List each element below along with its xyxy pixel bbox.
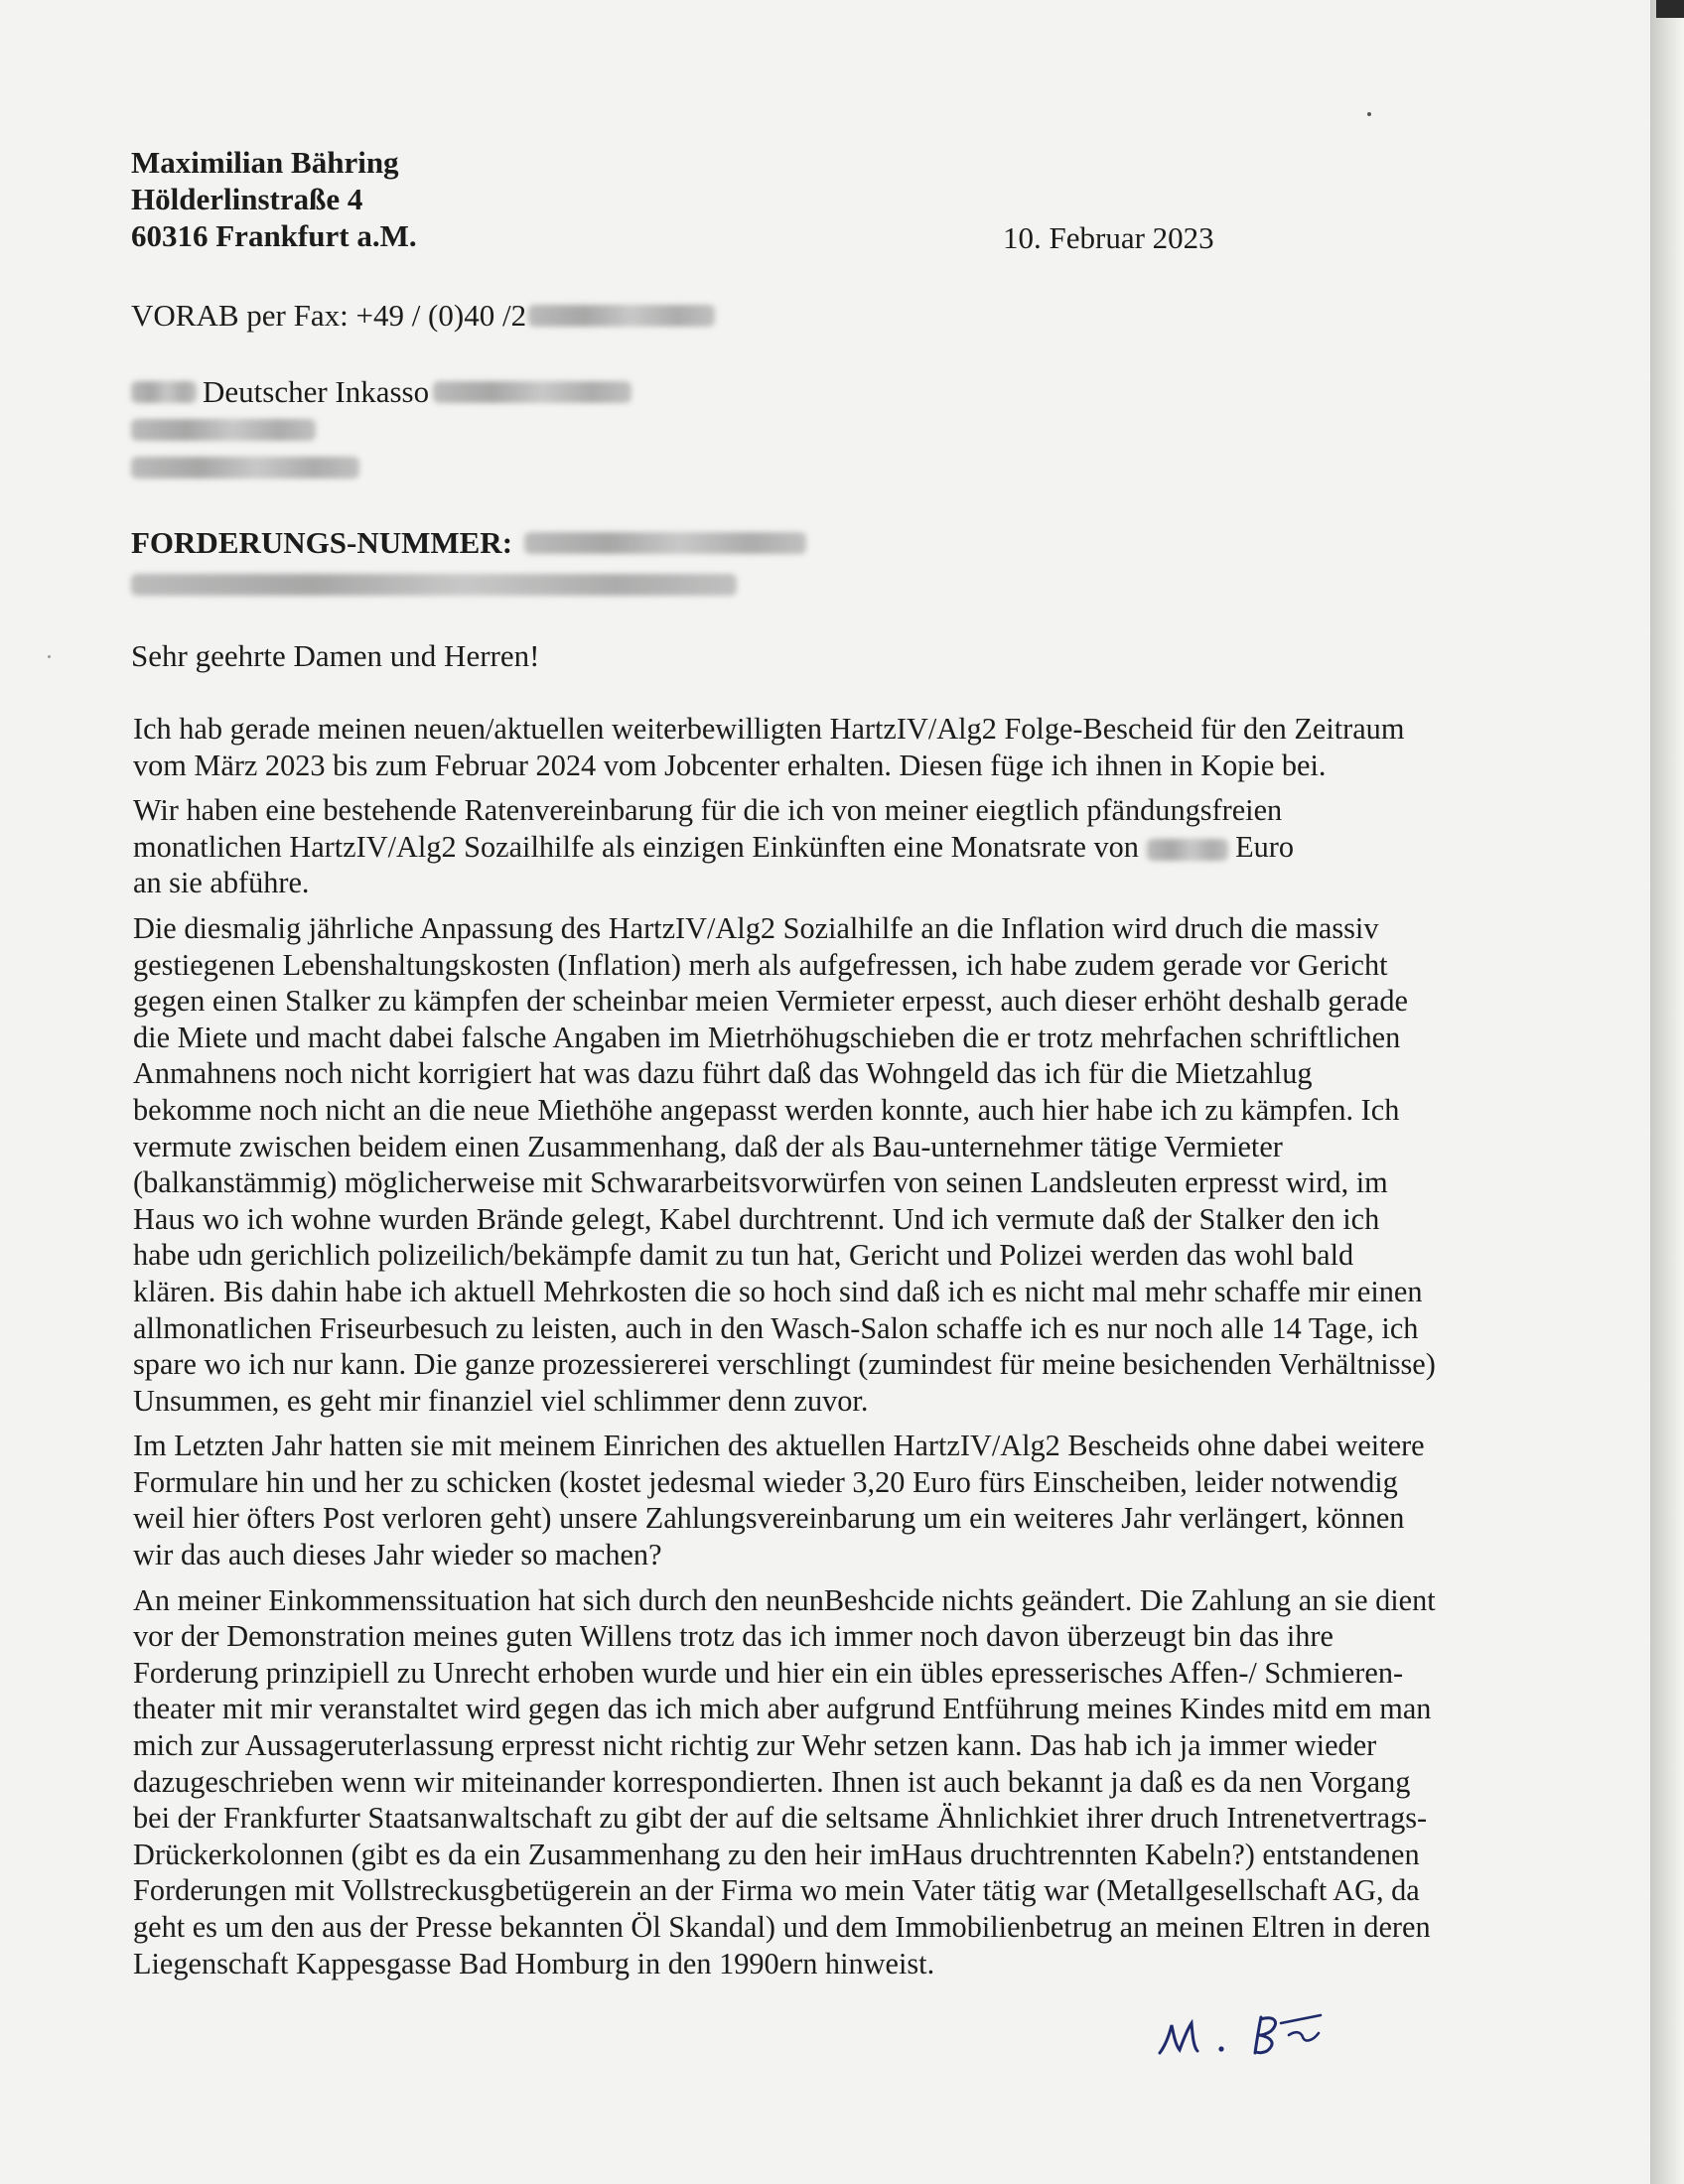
paragraph-1	[133, 711, 1523, 783]
text-line: weil hier öfters Post verloren geht) unsere Zahlungsvereinbarung um ein weiteres Jahr verlängert, können	[133, 1501, 1405, 1536]
redacted-recipient-street	[131, 419, 316, 441]
paragraph-3	[133, 910, 1523, 1419]
text-line: Im Letzten Jahr hatten sie mit meinem Einrichen des aktuellen HartzIV/Alg2 Bescheids ohne dabei weitere	[133, 1429, 1425, 1463]
fax-label: VORAB per Fax: +49 / (0)40 /2	[131, 298, 527, 333]
recipient-name: Deutscher Inkasso	[203, 374, 430, 409]
text-line: Anmahnens noch nicht korrigiert hat was dazu führt daß das Wohngeld das ich für die Mietzahlug	[133, 1056, 1313, 1091]
text-line: gegen einen Stalker zu kämpfen der scheinbar meien Vermieter erpesst, auch dieser erhöht deshalb gerade	[133, 984, 1408, 1019]
redacted-recipient-city	[131, 457, 359, 478]
letter-date: 10. Februar 2023	[1003, 220, 1214, 255]
sender-city: 60316 Frankfurt a.M.	[131, 218, 417, 253]
page-edge	[1650, 0, 1684, 2184]
text-line: allmonatlichen Friseurbesuch zu leisten, auch in den Wasch-Salon schaffe ich es nur noch alle 14 Tage, ich	[133, 1310, 1419, 1345]
text-line: dazugeschrieben wenn wir miteinander korrespondierten. Ihnen ist auch bekannt ja daß es da nen Vorgang	[133, 1764, 1411, 1799]
text-line: wir das auch dieses Jahr wieder so machen?	[133, 1538, 662, 1572]
fax-line	[131, 298, 715, 334]
text-line: klären. Bis dahin habe ich aktuell Mehrkosten die so hoch sind daß ich es nicht mal mehr schaffe mir einen	[133, 1274, 1423, 1308]
recipient-address	[131, 373, 632, 486]
text-line: habe udn gerichlich polizeilich/bekämpfe damit zu tun hat, Gericht und Polizei werden das wohl bald	[133, 1238, 1354, 1273]
text-line: Unsummen, es geht mir finanziel viel schlimmer denn zuvor.	[133, 1383, 869, 1418]
text-line-with-amount	[133, 829, 1523, 866]
text-line: Die diesmalig jährliche Anpassung des HartzIV/Alg2 Sozialhilfe an die Inflation wird druch die massiv	[133, 910, 1379, 945]
text-line: gestiegenen Lebenshaltungskosten (Inflation) merh als aufgefressen, ich habe zudem gerade vor Gericht	[133, 947, 1388, 982]
handwritten-signature	[1152, 1995, 1350, 2065]
page-edge-corner	[1656, 0, 1684, 18]
text-line: monatlichen HartzIV/Alg2 Sozailhilfe als einzigen Einkünften eine Monatsrate von	[133, 829, 1139, 864]
text-line: Drückerkolonnen (gibt es da ein Zusammenhang zu den heir imHaus druchtrennten Kabeln?) entstandenen	[133, 1837, 1420, 1871]
reference-block	[131, 522, 806, 606]
text-line: bei der Frankfurter Staatsanwaltschaft zu gibt der auf die seltsame Ähnlichkiet ihrer druch Intrenetvertrags-	[133, 1801, 1428, 1836]
text-line: geht es um den aus der Presse bekannten Öl Skandal) und dem Immobilienbetrug an meinen Eltren in deren	[133, 1910, 1431, 1944]
text-line: Forderungen mit Vollstreckusgbetügerein an der Firma wo mein Vater tätig war (Metallgesellschaft AG, da	[133, 1873, 1420, 1908]
redacted-recipient-prefix	[131, 381, 197, 403]
text-line: vom März 2023 bis zum Februar 2024 vom Jobcenter erhalten. Diesen füge ich ihnen in Kopie bei.	[133, 748, 1327, 782]
text-line: Formulare hin und her zu schicken (kostet jedesmal wieder 3,20 Euro fürs Einscheiben, leider notwendig	[133, 1464, 1398, 1499]
scan-speck	[48, 655, 51, 658]
sender-name: Maximilian Bähring	[131, 145, 399, 180]
letter-body	[133, 711, 1523, 1990]
text-line: spare wo ich nur kann. Die ganze prozessiererei verschlingt (zumindest für meine besichenden Verhältnisse)	[133, 1347, 1436, 1382]
text-line: mich zur Aussageruterlassung erpresst nicht richtig zur Wehr setzen kann. Das hab ich ja immer wieder	[133, 1728, 1377, 1763]
text-line: bekomme noch nicht an die neue Miethöhe angepasst werden konnte, auch hier habe ich zu kämpfen. Ich	[133, 1092, 1400, 1127]
redacted-reference-detail	[131, 574, 737, 596]
scan-speck	[1367, 112, 1371, 116]
text-line: die Miete und macht dabei falsche Angaben im Mietrhöhugschieben die er trotz mehrfachen schriftlichen	[133, 1020, 1401, 1054]
redacted-reference-number	[524, 532, 806, 554]
text-line: Wir haben eine bestehende Ratenvereinbarung für die ich von meiner eiegtlich pfändungsfreien	[133, 793, 1283, 828]
text-line: Forderung prinzipiell zu Unrecht erhoben wurde und hier ein ein übles epresserisches Affen-/ Schmieren-	[133, 1655, 1404, 1690]
sender-address	[131, 144, 417, 254]
sender-street: Hölderlinstraße 4	[131, 182, 363, 216]
text-line: Liegenschaft Kappesgasse Bad Homburg in den 1990ern hinweist.	[133, 1946, 935, 1980]
redacted-monthly-rate	[1147, 839, 1228, 861]
text-line: (balkanstämmig) möglicherweise mit Schwararbeitsvorwürfen von seinen Landsleuten erpresst wird, im	[133, 1165, 1388, 1200]
text-line: an sie abführe.	[133, 866, 310, 900]
text-line: theater mit mir veranstaltet wird gegen das ich mich aber aufgrund Entführung meines Kindes mitd em man	[133, 1692, 1432, 1726]
text-line: vermute zwischen beidem einen Zusammenhang, daß der als Bau-unternehmer tätige Vermieter	[133, 1129, 1283, 1163]
text-line: vor der Demonstration meines guten Willens trotz das ich immer noch davon überzeugt bin das ihre	[133, 1619, 1333, 1654]
redacted-fax-number	[528, 305, 715, 327]
text-line: Haus wo ich wohne wurden Brände gelegt, Kabel durchtrennt. Und ich vermute daß der Stalker den ich	[133, 1201, 1380, 1236]
paragraph-4	[133, 1428, 1523, 1572]
reference-label: FORDERUNGS-NUMMER:	[131, 525, 513, 560]
paragraph-5	[133, 1582, 1523, 1982]
paragraph-2	[133, 792, 1523, 901]
salutation: Sehr geehrte Damen und Herren!	[131, 638, 540, 673]
redacted-recipient-suffix	[433, 381, 632, 403]
currency-label: Euro	[1235, 829, 1295, 864]
text-line: An meiner Einkommenssituation hat sich durch den neunBeshcide nichts geändert. Die Zahlung an sie dient	[133, 1582, 1436, 1617]
text-line: Ich hab gerade meinen neuen/aktuellen weiterbewilligten HartzIV/Alg2 Folge-Bescheid für den Zeitraum	[133, 712, 1405, 746]
